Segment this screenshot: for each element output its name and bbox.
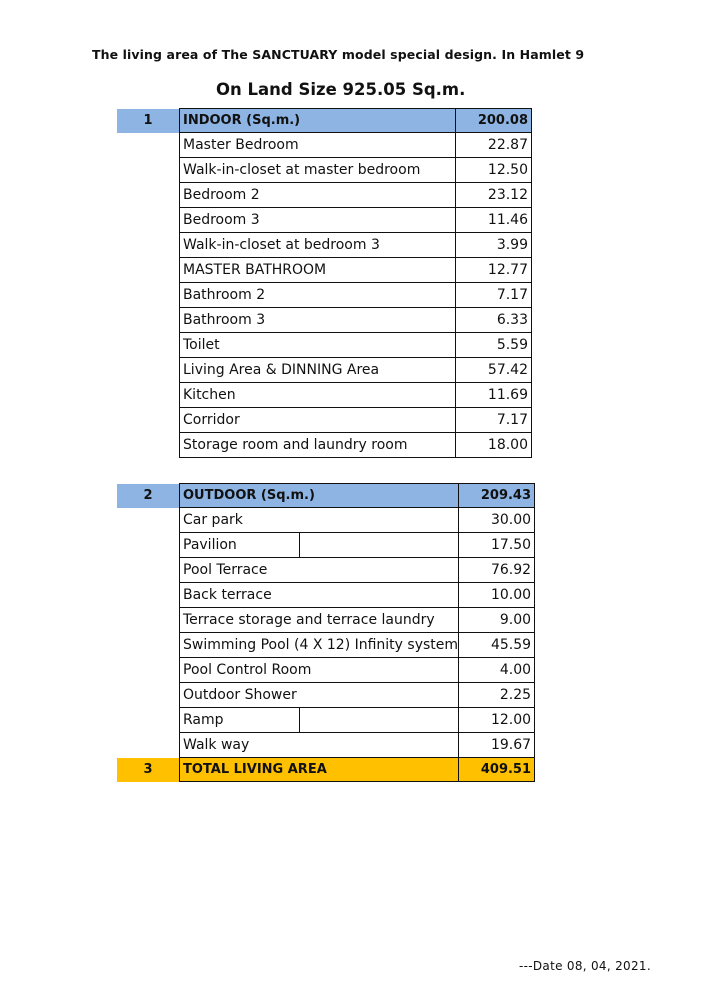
area-label: Pool Control Room <box>180 658 459 683</box>
total-index: 3 <box>117 758 180 782</box>
room-label: MASTER BATHROOM <box>180 258 456 283</box>
table-row <box>117 333 532 358</box>
table-row <box>117 633 535 658</box>
room-label: Kitchen <box>180 383 456 408</box>
outdoor-area-table <box>117 483 535 782</box>
room-label: Toilet <box>180 333 456 358</box>
area-label-cell <box>180 533 459 558</box>
total-label: TOTAL LIVING AREA <box>180 758 459 782</box>
table-row <box>117 608 535 633</box>
room-label: Master Bedroom <box>180 133 456 158</box>
table-row <box>117 133 532 158</box>
area-label: Back terrace <box>180 583 459 608</box>
total-value: 409.51 <box>459 758 535 782</box>
table-row <box>117 283 532 308</box>
table-row <box>117 533 535 558</box>
cell-divider <box>241 533 300 557</box>
table-row <box>117 433 532 458</box>
section-index: 1 <box>117 109 180 133</box>
indoor-area-table <box>117 108 532 458</box>
table-row <box>117 408 532 433</box>
room-area: 11.69 <box>456 383 532 408</box>
table-row <box>117 358 532 383</box>
table-row <box>117 508 535 533</box>
area-label: Ramp <box>183 712 224 728</box>
area-value: 10.00 <box>459 583 535 608</box>
room-label: Walk-in-closet at master bedroom <box>180 158 456 183</box>
room-area: 7.17 <box>456 283 532 308</box>
area-value: 17.50 <box>459 533 535 558</box>
section-total: 200.08 <box>456 109 532 133</box>
room-area: 12.50 <box>456 158 532 183</box>
area-value: 30.00 <box>459 508 535 533</box>
table-row <box>117 308 532 333</box>
room-label: Bedroom 2 <box>180 183 456 208</box>
table-row <box>117 683 535 708</box>
room-area: 12.77 <box>456 258 532 283</box>
table-row <box>117 658 535 683</box>
area-label: Pavilion <box>183 537 237 553</box>
room-label: Corridor <box>180 408 456 433</box>
area-value: 76.92 <box>459 558 535 583</box>
table-row <box>117 733 535 758</box>
room-area: 6.33 <box>456 308 532 333</box>
area-value: 4.00 <box>459 658 535 683</box>
area-label: Car park <box>180 508 459 533</box>
section-total: 209.43 <box>459 484 535 508</box>
section-label: INDOOR (Sq.m.) <box>180 109 456 133</box>
cell-divider <box>241 708 300 732</box>
table-row <box>117 233 532 258</box>
area-label: Outdoor Shower <box>180 683 459 708</box>
area-label: Walk way <box>180 733 459 758</box>
room-area: 18.00 <box>456 433 532 458</box>
room-label: Bedroom 3 <box>180 208 456 233</box>
room-area: 11.46 <box>456 208 532 233</box>
table-row <box>117 183 532 208</box>
room-label: Bathroom 3 <box>180 308 456 333</box>
room-area: 22.87 <box>456 133 532 158</box>
room-area: 7.17 <box>456 408 532 433</box>
table-row <box>117 383 532 408</box>
table-row <box>117 583 535 608</box>
room-label: Bathroom 2 <box>180 283 456 308</box>
total-row <box>117 758 535 782</box>
table-row <box>117 258 532 283</box>
table-row <box>117 158 532 183</box>
area-label: Swimming Pool (4 X 12) Infinity system <box>180 633 459 658</box>
table-row <box>117 708 535 733</box>
room-area: 3.99 <box>456 233 532 258</box>
table-row <box>117 558 535 583</box>
area-value: 12.00 <box>459 708 535 733</box>
document-title: The living area of The SANCTUARY model special design. In Hamlet 9 <box>92 47 585 62</box>
indoor-header-row <box>117 109 532 133</box>
section-label: OUTDOOR (Sq.m.) <box>180 484 459 508</box>
section-index: 2 <box>117 484 180 508</box>
room-label: Living Area & DINNING Area <box>180 358 456 383</box>
room-area: 57.42 <box>456 358 532 383</box>
room-label: Walk-in-closet at bedroom 3 <box>180 233 456 258</box>
document-date: ---Date 08, 04, 2021. <box>519 959 651 973</box>
land-size-subtitle: On Land Size 925.05 Sq.m. <box>216 80 466 99</box>
area-label: Terrace storage and terrace laundry <box>180 608 459 633</box>
area-label-cell <box>180 708 459 733</box>
room-area: 23.12 <box>456 183 532 208</box>
room-label: Storage room and laundry room <box>180 433 456 458</box>
table-row <box>117 208 532 233</box>
area-label: Pool Terrace <box>180 558 459 583</box>
room-area: 5.59 <box>456 333 532 358</box>
area-value: 45.59 <box>459 633 535 658</box>
area-value: 9.00 <box>459 608 535 633</box>
area-value: 19.67 <box>459 733 535 758</box>
outdoor-header-row <box>117 484 535 508</box>
area-value: 2.25 <box>459 683 535 708</box>
